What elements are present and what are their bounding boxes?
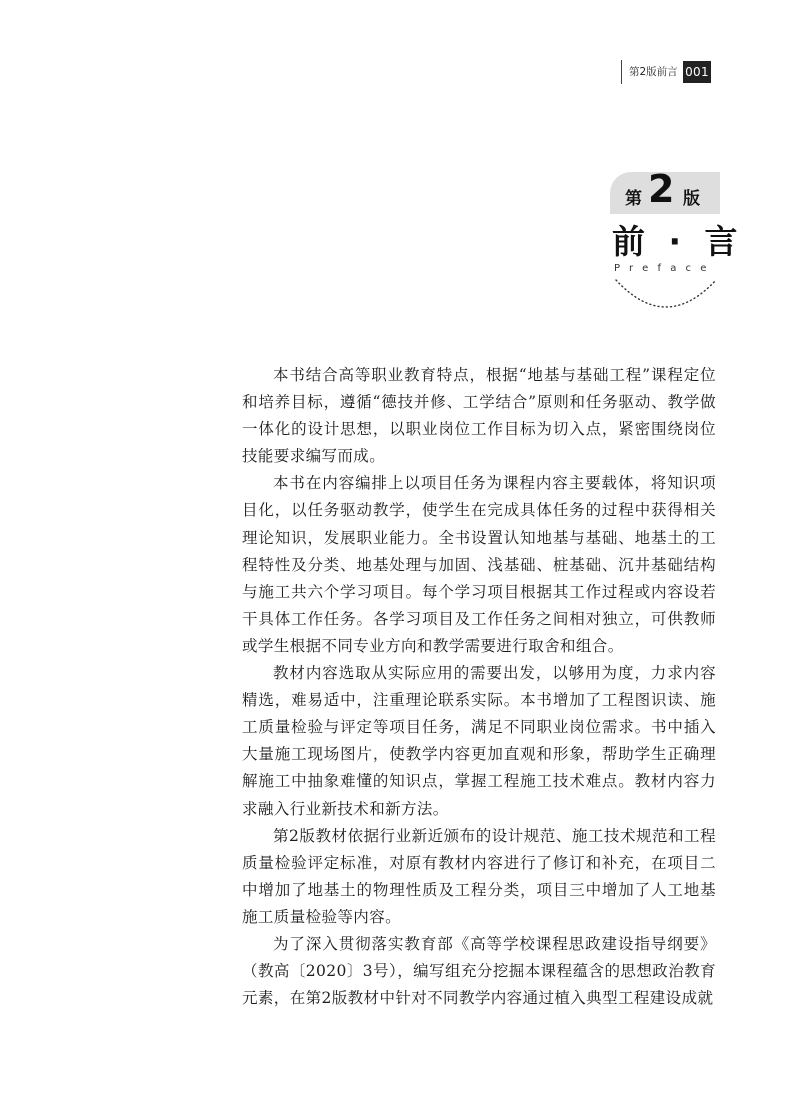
- paragraph: 本书结合高等职业教育特点，根据“地基与基础工程”课程定位和培养目标，遵循“德技并修、工学结合”原则和任务驱动、教学做一体化的设计思想，以职业岗位工作目标为切入点，紧密围绕岗位技能要求编写而成。: [242, 366, 716, 466]
- paragraph: 第2版教材依据行业新近颁布的设计规范、施工技术规范和工程质量检验评定标准，对原有教材内容进行了修订和补充，在项目二中增加了地基土的物理性质及工程分类，项目三中增加了人工地基施工质量检验等内容。: [242, 826, 716, 926]
- paragraph: 本书在内容编排上以项目任务为课程内容主要载体，将知识项目化，以任务驱动教学，使学生在完成具体任务的过程中获得相关理论知识，发展职业能力。全书设置认知地基与基础、地基土的工程特性及分类、地基处理与加固、浅基础、桩基础、沉井基础结构与施工共六个学习项目。每个学习项目根据其工作过程或内容设若干具体工作任务。各学习项目及工作任务之间相对独立，可供教师或学生根据不同专业方向和教学需要进行取舍和组合。: [242, 474, 716, 655]
- edition-suffix: 版: [683, 189, 700, 209]
- paragraph: 教材内容选取从实际应用的需要出发，以够用为度，力求内容精选，难易适中，注重理论联系实际。本书增加了工程图识读、施工质量检验与评定等项目任务，满足不同职业岗位需求。书中插入大量施工现场图片，使教学内容更加直观和形象，帮助学生正确理解施工中抽象难懂的知识点，掌握工程施工技术难点。教材内容力求融入行业新技术和新方法。: [242, 664, 716, 818]
- running-header-title: 第2版前言: [629, 66, 678, 78]
- chapter-title: 前 · 言: [612, 222, 744, 261]
- edition-prefix: 第: [625, 189, 642, 209]
- page-number: 001: [683, 61, 711, 83]
- edition-number: 2: [648, 167, 675, 211]
- header-divider: [621, 60, 622, 84]
- chapter-title-english: Preface: [614, 263, 716, 274]
- paragraph: 为了深入贯彻落实教育部《高等学校课程思政建设指导纲要》（教高〔2020〕3号），编写组充分挖掘本课程蕴含的思想政治教育元素，在第2版教材中针对不同教学内容通过植入典型工程建设成就: [242, 934, 716, 1008]
- body-text: [242, 362, 716, 1012]
- dotted-arc-ornament: [612, 276, 720, 316]
